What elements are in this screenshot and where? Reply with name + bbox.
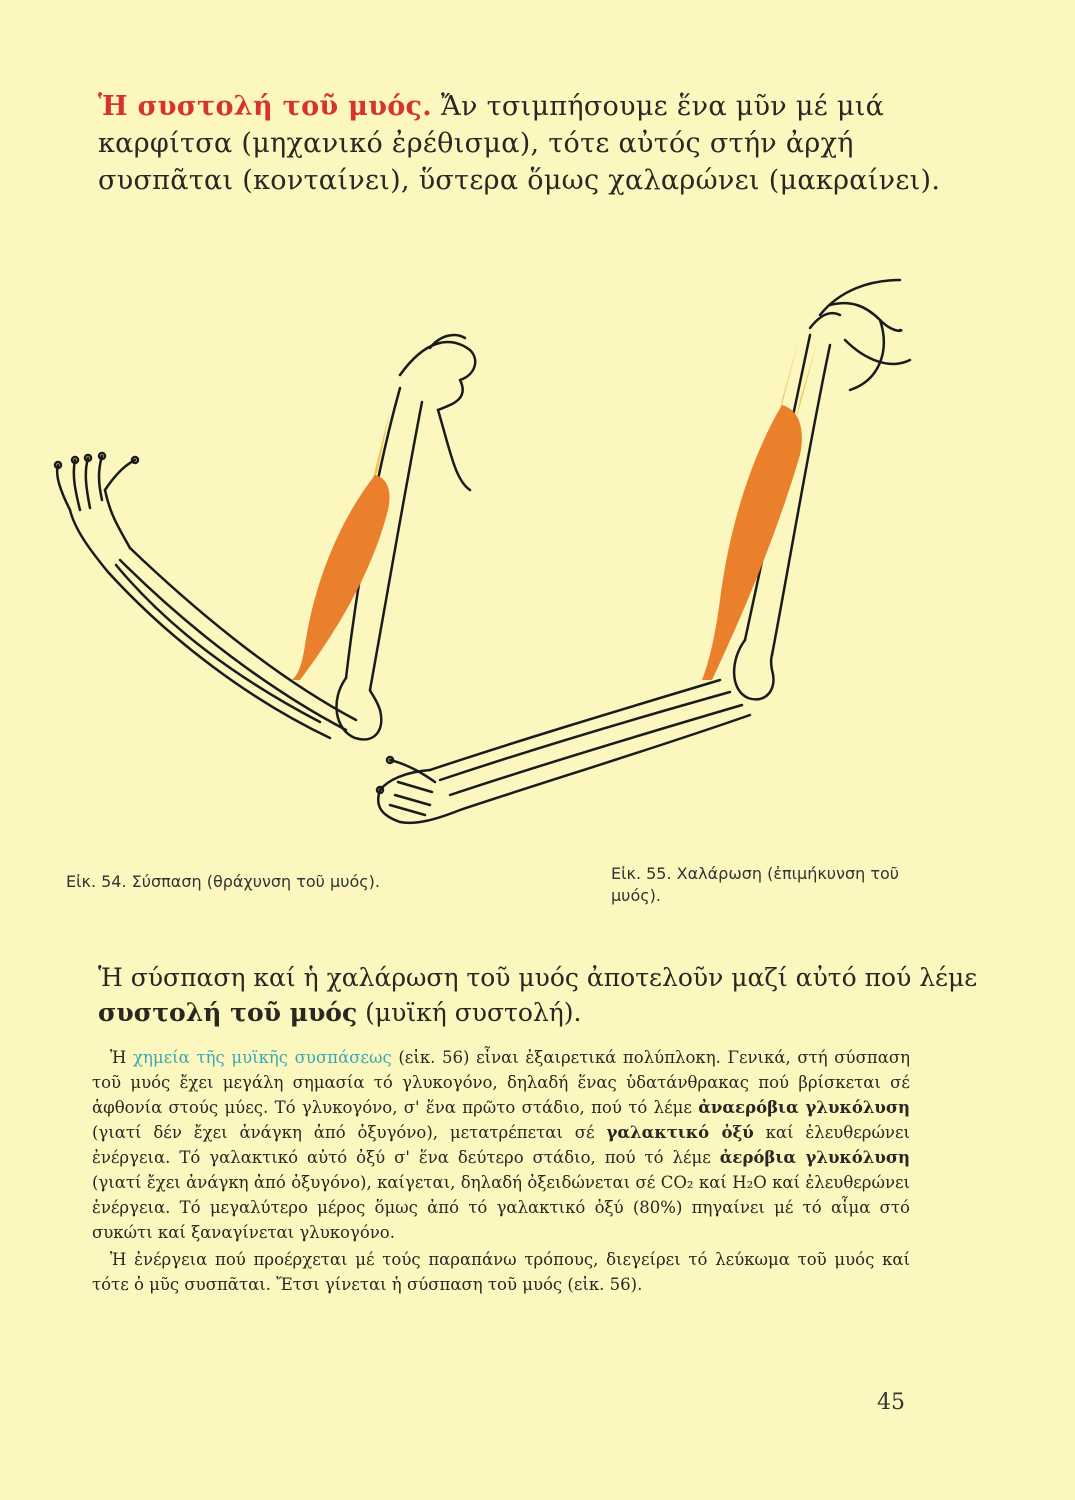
arm-muscle-figures	[30, 260, 1010, 870]
bold-aerobic: ἀερόβια γλυκόλυση	[719, 1148, 910, 1167]
bold-anaerobic: ἀναερόβια γλυκόλυση	[698, 1098, 910, 1117]
summary-bold-term: συστολή τοῦ μυός	[98, 998, 358, 1027]
relaxed-arm-illustration	[377, 280, 910, 823]
chemistry-paragraph	[92, 1045, 910, 1245]
p1-text-e: (γιατί ἔχει ἀνάγκη ἀπό ὀξυγόνο), καίγεται, δηλαδή ὀξειδώνεται σέ CO₂ καί H₂O καί ἐλευθερώνει ἐνέργεια. Τό μεγαλύτερο μέρος ὅμως ἀπό τό γαλακτικό ὀξύ (80%) πηγαίνει μέ τό αἷμα στό συκώτι καί ξαναγίνεται γλυκογόνο.	[92, 1173, 910, 1242]
summary-text-end: (μυϊκή συστολή).	[357, 998, 582, 1027]
energy-paragraph: Ἡ ἐνέργεια πού προέρχεται μέ τούς παραπάνω τρόπους, διεγείρει τό λεύκωμα τοῦ μυός καί τότε ὁ μῦς συσπᾶται. Ἔτσι γίνεται ἡ σύσπαση τοῦ μυός (εἰκ. 56).	[92, 1250, 910, 1294]
section-heading: Ἡ συστολή τοῦ μυός.	[98, 91, 432, 122]
summary-paragraph	[98, 960, 978, 1030]
figure-55-caption: Εἰκ. 55. Χαλάρωση (ἐπιμήκυνση τοῦ μυός).	[611, 864, 900, 905]
figure-54-caption: Εἰκ. 54. Σύσπαση (θράχυνση τοῦ μυός).	[66, 872, 380, 891]
body-text	[92, 1045, 910, 1297]
relaxed-biceps-muscle	[702, 335, 818, 680]
page-number: 45	[877, 1390, 905, 1415]
intro-paragraph	[98, 88, 988, 199]
p1-text-b: (εἰκ. 56) εἶναι ἐξαιρετικά πολύπλοκη. Γενικά, στή σύσπαση τοῦ μυός ἔχει μεγάλη σημασία τό γλυκογόνο, δηλαδή ἕνας ὑδατάνθρακας πού βρίσκεται σέ ἀφθονία στούς μύες. Τό γλυκογόνο, σ' ἕνα πρῶτο στάδιο, πού τό λέμε	[92, 1048, 910, 1117]
p1-text-a: Ἡ	[110, 1048, 134, 1067]
intro-text: Ἄν τσιμπήσουμε ἕνα μῦν μέ μιά καρφίτσα (μηχανικό ἐρέθισμα), τότε αὐτός στήν ἀρχή συσπᾶται (κονταίνει), ὕστερα ὅμως χαλαρώνει (μακραίνει).	[98, 91, 941, 196]
p1-text-c: (γιατί δέν ἔχει ἀνάγκη ἀπό ὀξυγόνο), μετατρέπεται σέ	[92, 1123, 607, 1142]
p1-text-d: καί ἐλευθερώνει ἐνέργεια. Τό γαλακτικό αὐτό ὀξύ σ' ἕνα δεύτερο στάδιο, πού τό λέμε	[92, 1123, 910, 1167]
teal-heading: χημεία τῆς μυϊκῆς συσπάσεως	[133, 1048, 392, 1067]
summary-text-start: Ἡ σύσπαση καί ἡ χαλάρωση τοῦ μυός ἀποτελοῦν μαζί αὐτό πού λέμε	[98, 963, 978, 992]
contracted-arm-illustration	[55, 335, 475, 739]
bold-lactic-acid: γαλακτικό ὀξύ	[606, 1123, 754, 1142]
